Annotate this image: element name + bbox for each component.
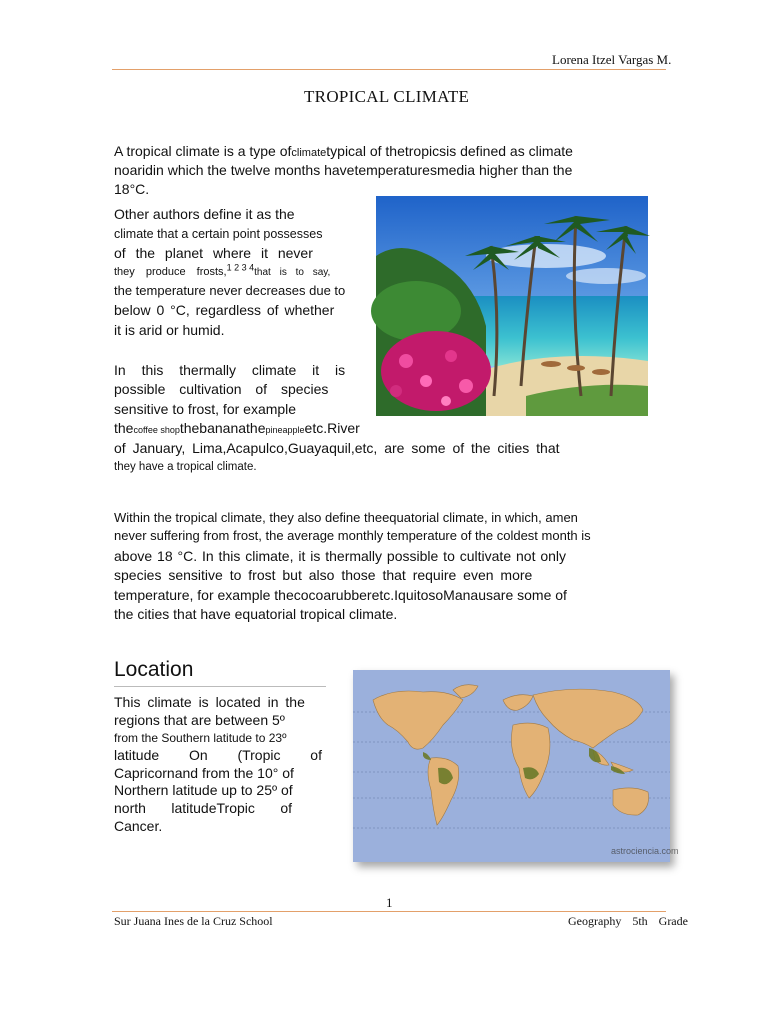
thermal-line-3: sensitive to frost, for example [114,401,297,417]
thermal-line-6: they have a tropical climate. [114,461,257,473]
authors-line-7: it is arid or humid. [114,322,225,338]
footer-school: Sur Juana Ines de la Cruz School [114,914,273,928]
intro-line-1: A tropical climate is a type ofclimatetypical of thetropicsis defined as climate [114,143,573,159]
location-line-3: from the Southern latitude to 23º [114,731,287,745]
page-number: 1 [386,895,393,910]
equatorial-line-2: never suffering from frost, the average monthly temperature of the coldest month is [114,528,591,543]
equatorial-line-1: Within the tropical climate, they also define theequatorial climate, in which, amen [114,510,578,525]
tropical-beach-photo [376,196,648,416]
map-watermark: astrociencia.com [611,846,679,856]
thermal-line-4: thecoffee shopthebananathepineappleetc.River [114,420,360,436]
equatorial-line-3: above 18 °C. In this climate, it is thermally possible to cultivate not only [114,548,567,564]
authors-line-3: of the planet where it never [114,245,313,261]
intro-line-2: noaridin which the twelve months havetemperaturesmedia higher than the [114,162,573,178]
authors-line-1: Other authors define it as the [114,206,295,222]
location-line-6: Northern latitude up to 25º of [114,782,293,798]
header-author: Lorena Itzel Vargas M. [552,52,672,67]
location-heading-rule [114,686,326,687]
equatorial-line-6: the cities that have equatorial tropical climate. [114,606,398,622]
authors-line-2: climate that a certain point possesses [114,227,323,241]
location-line-8: Cancer. [114,818,163,834]
location-line-7: north latitudeTropic of [114,800,292,816]
intro-line-3: 18°C. [114,181,150,197]
location-line-1: This climate is located in the [114,694,305,710]
beach-illustration [376,196,648,416]
authors-line-6: below 0 °C, regardless of whether [114,302,335,318]
location-line-5: Capricornand from the 10° of [114,765,294,781]
footer-subject: Geography 5th Grade [568,914,688,928]
thermal-line-5: of January, Lima,Acapulco,Guayaquil,etc, are some of the cities that [114,440,560,456]
thermal-line-1: In this thermally climate it is [114,362,346,378]
equatorial-line-4: species sensitive to frost but also those that require even more [114,567,533,583]
footer-rule [112,911,666,912]
location-line-4: latitude On (Tropic of [114,747,322,763]
thermal-line-2: possible cultivation of species [114,381,329,397]
equatorial-line-5: temperature, for example thecocoarubberetc.IquitosoManausare some of [114,587,567,603]
header-rule [112,69,666,70]
page-title: TROPICAL CLIMATE [304,87,470,106]
authors-line-4: they produce frosts,$^{1 2 3 4}$that is to say, [114,262,331,278]
world-map-tropical-zones [353,670,679,862]
world-map-illustration [353,670,679,862]
authors-line-5: the temperature never decreases due to [114,283,346,298]
location-line-2: regions that are between 5º [114,712,285,728]
location-heading: Location [114,658,194,681]
